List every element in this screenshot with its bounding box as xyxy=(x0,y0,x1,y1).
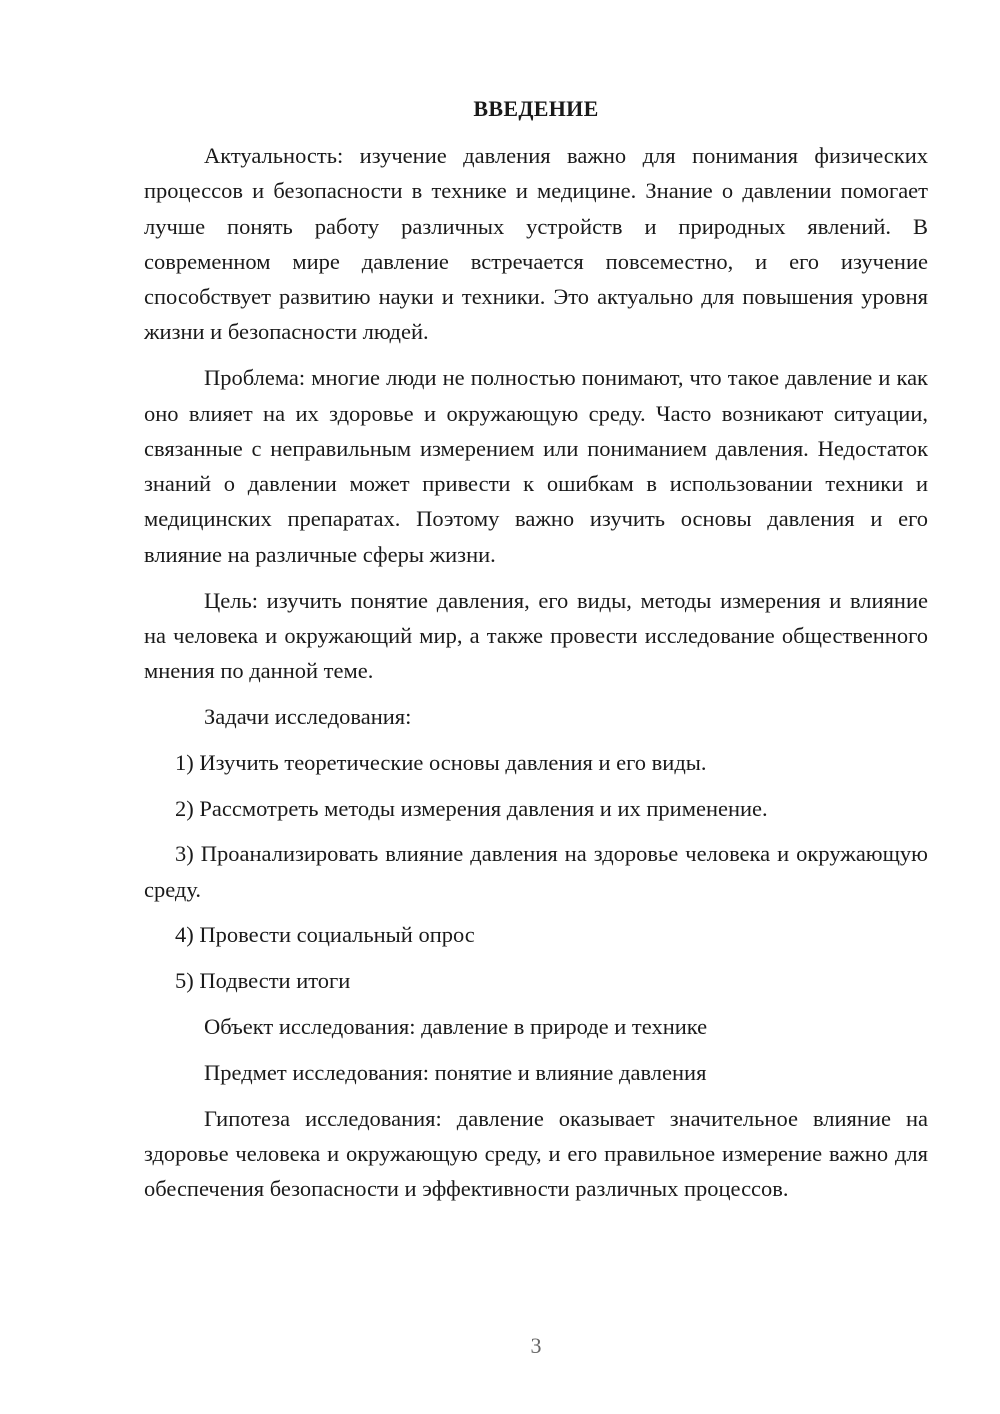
relevance-paragraph: Актуальность: изучение давления важно для понимания физических процессов и безопасности в технике и медицине. Знание о давлении помогает лучше понять работу различных устройств и природных явлений. В современном мире давление встречается повсеместно, и его изучение способствует развитию науки и техники. Это актуально для повышения уровня жизни и безопасности людей. xyxy=(144,143,928,345)
page-number: 3 xyxy=(530,1333,542,1358)
problem-paragraph: Проблема: многие люди не полностью понимают, что такое давление и как оно влияет на их здоровье и окружающую среду. Часто возникают ситуации, связанные с неправильным измерением или пониманием давления. Недостаток знаний о давлении может привести к ошибкам в использовании техники и медицинских препаратах. Поэтому важно изучить основы давления и его влияние на различные сферы жизни. xyxy=(144,365,928,567)
subject-paragraph: Предмет исследования: понятие и влияние давления xyxy=(204,1059,707,1085)
list-item: 1) Изучить теоретические основы давления и его виды. xyxy=(175,749,707,775)
page-title: ВВЕДЕНИЕ xyxy=(473,96,599,121)
list-item: 3) Проанализировать влияние давления на здоровье человека и окружающую среду. xyxy=(144,841,928,902)
document-page xyxy=(144,92,928,1217)
goal-paragraph: Цель: изучить понятие давления, его виды, методы измерения и влияние на человека и окружающий мир, а также провести исследование общественного мнения по данной теме. xyxy=(144,587,928,684)
list-item: 4) Провести социальный опрос xyxy=(175,922,475,948)
object-paragraph: Объект исследования: давление в природе и технике xyxy=(204,1014,708,1040)
tasks-heading: Задачи исследования: xyxy=(204,703,412,729)
tasks-list xyxy=(144,745,928,999)
list-item: 5) Подвести итоги xyxy=(175,968,351,994)
list-item: 2) Рассмотреть методы измерения давления и их применение. xyxy=(175,795,768,821)
hypothesis-paragraph: Гипотеза исследования: давление оказывает значительное влияние на здоровье человека и окружающую среду, и его правильное измерение важно для обеспечения безопасности и эффективности различных процессов. xyxy=(144,1105,928,1202)
